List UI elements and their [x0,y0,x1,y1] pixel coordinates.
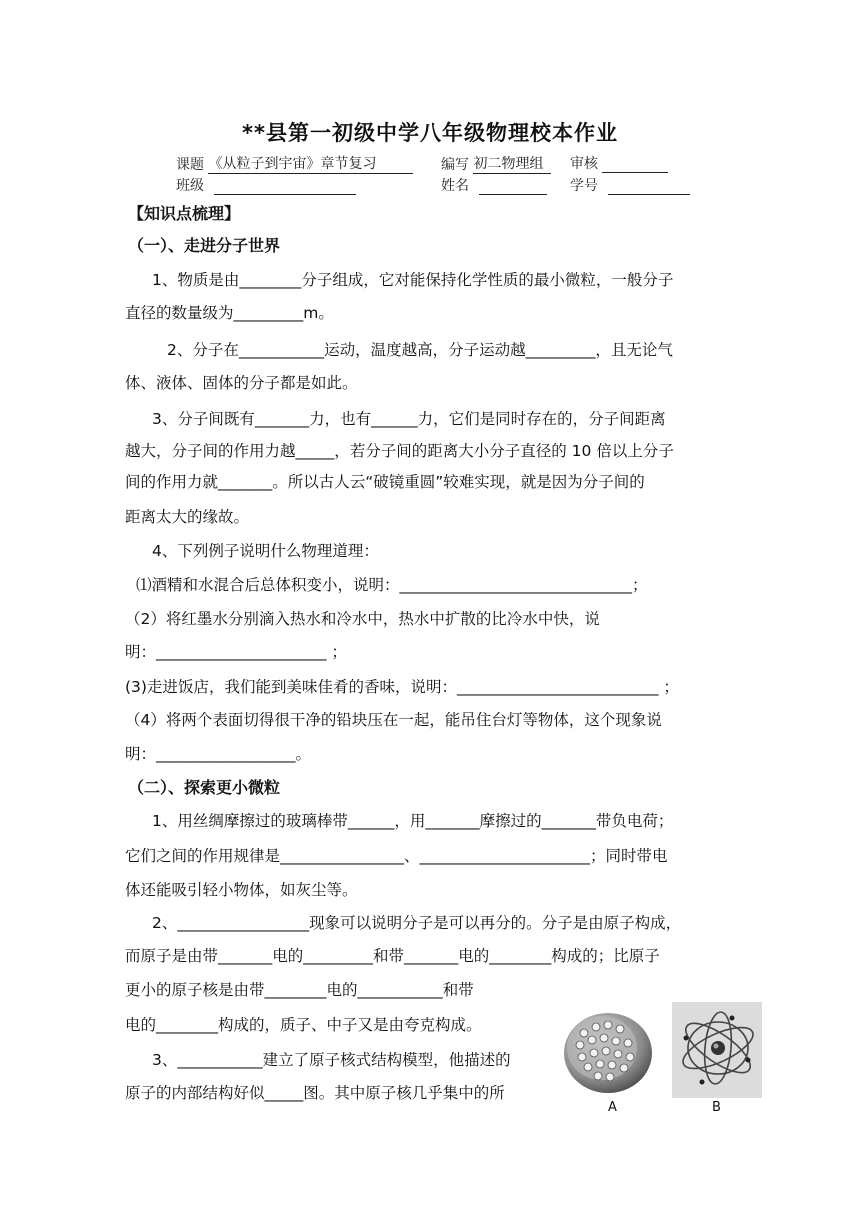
review-label: 审核 [570,156,598,172]
id-field [570,175,690,195]
author-value: 初二物理组 [473,153,551,174]
s2-line: 3、___________建立了原子核式结构模型，他描述的 [152,1051,511,1069]
name-label: 姓名 [441,178,469,194]
s1-line: (3)走进饭店，我们能到美味佳肴的香味，说明：__________________________ ； [125,678,679,696]
s1-line: 明：__________________。 [125,745,312,763]
name-blank [479,178,547,195]
class-field [176,175,356,195]
s1-line: （4）将两个表面切得很干净的铅块压在一起，能吊住台灯等物体，这个现象说 [125,711,662,729]
s1-line: 体、液体、固体的分子都是如此。 [125,374,358,392]
figure-a-label: A [608,1100,617,1115]
topic-label: 课题 [176,157,204,173]
s1-line: 间的作用力就_______。所以古人云“破镜重圆”较难实现，就是因为分子间的 [125,473,645,491]
s2-line: 原子的内部结构好似_____图。其中原子核几乎集中的所 [125,1084,505,1102]
s1-line: 4、下列例子说明什么物理道理： [152,542,379,560]
s2-line: 它们之间的作用规律是________________、______________________；同时带电 [125,847,668,865]
s2-line: 1、用丝绸摩擦过的玻璃棒带______，用_______摩擦过的_______带负电荷； [152,812,674,830]
id-label: 学号 [570,178,598,194]
s2-line: 而原子是由带_______电的_________和带_______电的________构成的；比原子 [125,947,660,965]
name-field [441,175,547,195]
s2-line: 2、_________________现象可以说明分子是可以再分的。分子是由原子构成， [152,914,682,932]
s1-line: 直径的数量级为_________m。 [125,304,334,322]
class-blank [214,178,356,195]
nuclear-model-figure [672,1002,762,1098]
review-blank [602,156,668,173]
section1-title: （一）、走进分子世界 [128,236,281,255]
topic-value: 《从粒子到宇宙》章节复习 [208,153,413,174]
s1-line: （2）将红墨水分别滴入热水和冷水中，热水中扩散的比冷水中快，说 [125,610,600,628]
page-title: **县第一初级中学八年级物理校本作业 [242,121,618,145]
s1-line: 3、分子间既有_______力，也有______力，它们是同时存在的，分子间距离 [152,410,666,428]
s1-line: 距离太大的缘故。 [125,508,250,526]
section2-title: （二）、探索更小微粒 [128,778,281,797]
s1-line: 2、分子在___________运动，温度越高，分子运动越_________，且无论气 [167,341,673,359]
s1-line: ⑴酒精和水混合后总体积变小，说明：______________________________； [136,576,648,594]
s1-line: 明：______________________ ； [125,643,347,661]
topic-field [176,153,413,174]
author-field [441,153,551,174]
class-label: 班级 [176,178,204,194]
s2-line: 更小的原子核是由带________电的___________和带 [125,981,474,999]
figure-b-label: B [712,1100,721,1115]
s2-line: 体还能吸引轻小物体，如灰尘等。 [125,881,358,899]
plum-pudding-model-figure [558,1005,656,1097]
id-blank [608,178,690,195]
s2-line: 电的________构成的，质子、中子又是由夸克构成。 [125,1016,482,1034]
s1-line: 1、物质是由________分子组成，它对能保持化学性质的最小微粒，一般分子 [152,271,674,289]
s1-line: 越大，分子间的作用力越_____，若分子间的距离大小分子直径的 10 倍以上分子 [125,442,674,460]
review-field [570,153,668,173]
section-main-heading: 【知识点梳理】 [128,204,241,223]
author-label: 编写 [441,157,469,173]
